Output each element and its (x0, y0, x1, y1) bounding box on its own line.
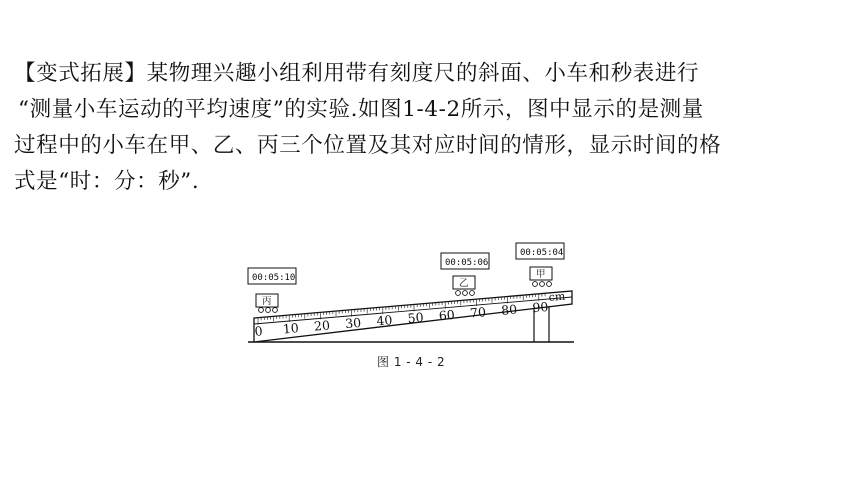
ruler-label: 20 (313, 317, 331, 334)
incline-svg (246, 238, 582, 346)
problem-line-3: 过程中的小车在甲、乙、丙三个位置及其对应时间的情形，显示时间的格 (14, 133, 722, 158)
clock-jia-time: 00:05:04 (520, 248, 564, 258)
ruler-label: 90 (531, 298, 549, 316)
clock-bing-time: 00:05:10 (252, 273, 296, 283)
ruler-label: 10 (282, 320, 300, 337)
ruler-unit-label: cm (548, 289, 566, 304)
problem-line-4: 式是“时：分：秒”. (14, 169, 200, 194)
wheel-icon (540, 282, 545, 287)
figure-caption: 图 1 - 4 - 2 (377, 355, 446, 369)
wheel-icon (259, 308, 264, 313)
ruler-label: 30 (344, 314, 362, 332)
wheel-icon (266, 308, 271, 313)
incline-figure (246, 238, 582, 346)
ruler-label: 80 (500, 301, 518, 318)
cart-bing-label: 丙 (262, 296, 272, 307)
car-jia (516, 243, 564, 286)
wheel-icon (470, 291, 475, 296)
wheel-icon (547, 282, 552, 287)
problem-line-2: “测量小车运动的平均速度”的实验.如图1-4-2所示，图中显示的是测量 (18, 97, 704, 122)
ruler-label: 40 (375, 312, 393, 329)
problem-line-1: 【变式拓展】某物理兴趣小组利用带有刻度尺的斜面、小车和秒表进行 (14, 61, 700, 86)
wheel-icon (456, 291, 461, 296)
ruler-label: 50 (406, 309, 425, 326)
ruler-label: 60 (438, 306, 456, 324)
cart-yi-label: 乙 (459, 278, 469, 289)
clock-yi-time: 00:05:06 (445, 258, 489, 268)
car-bing (248, 268, 296, 312)
wheel-icon (533, 282, 538, 287)
car-yi (441, 253, 489, 295)
problem-text (14, 56, 844, 200)
wheel-icon (463, 291, 468, 296)
cart-jia-label: 甲 (536, 269, 546, 280)
wheel-icon (273, 308, 278, 313)
ruler-label: 70 (469, 304, 487, 321)
ruler-label: 0 (253, 323, 264, 339)
